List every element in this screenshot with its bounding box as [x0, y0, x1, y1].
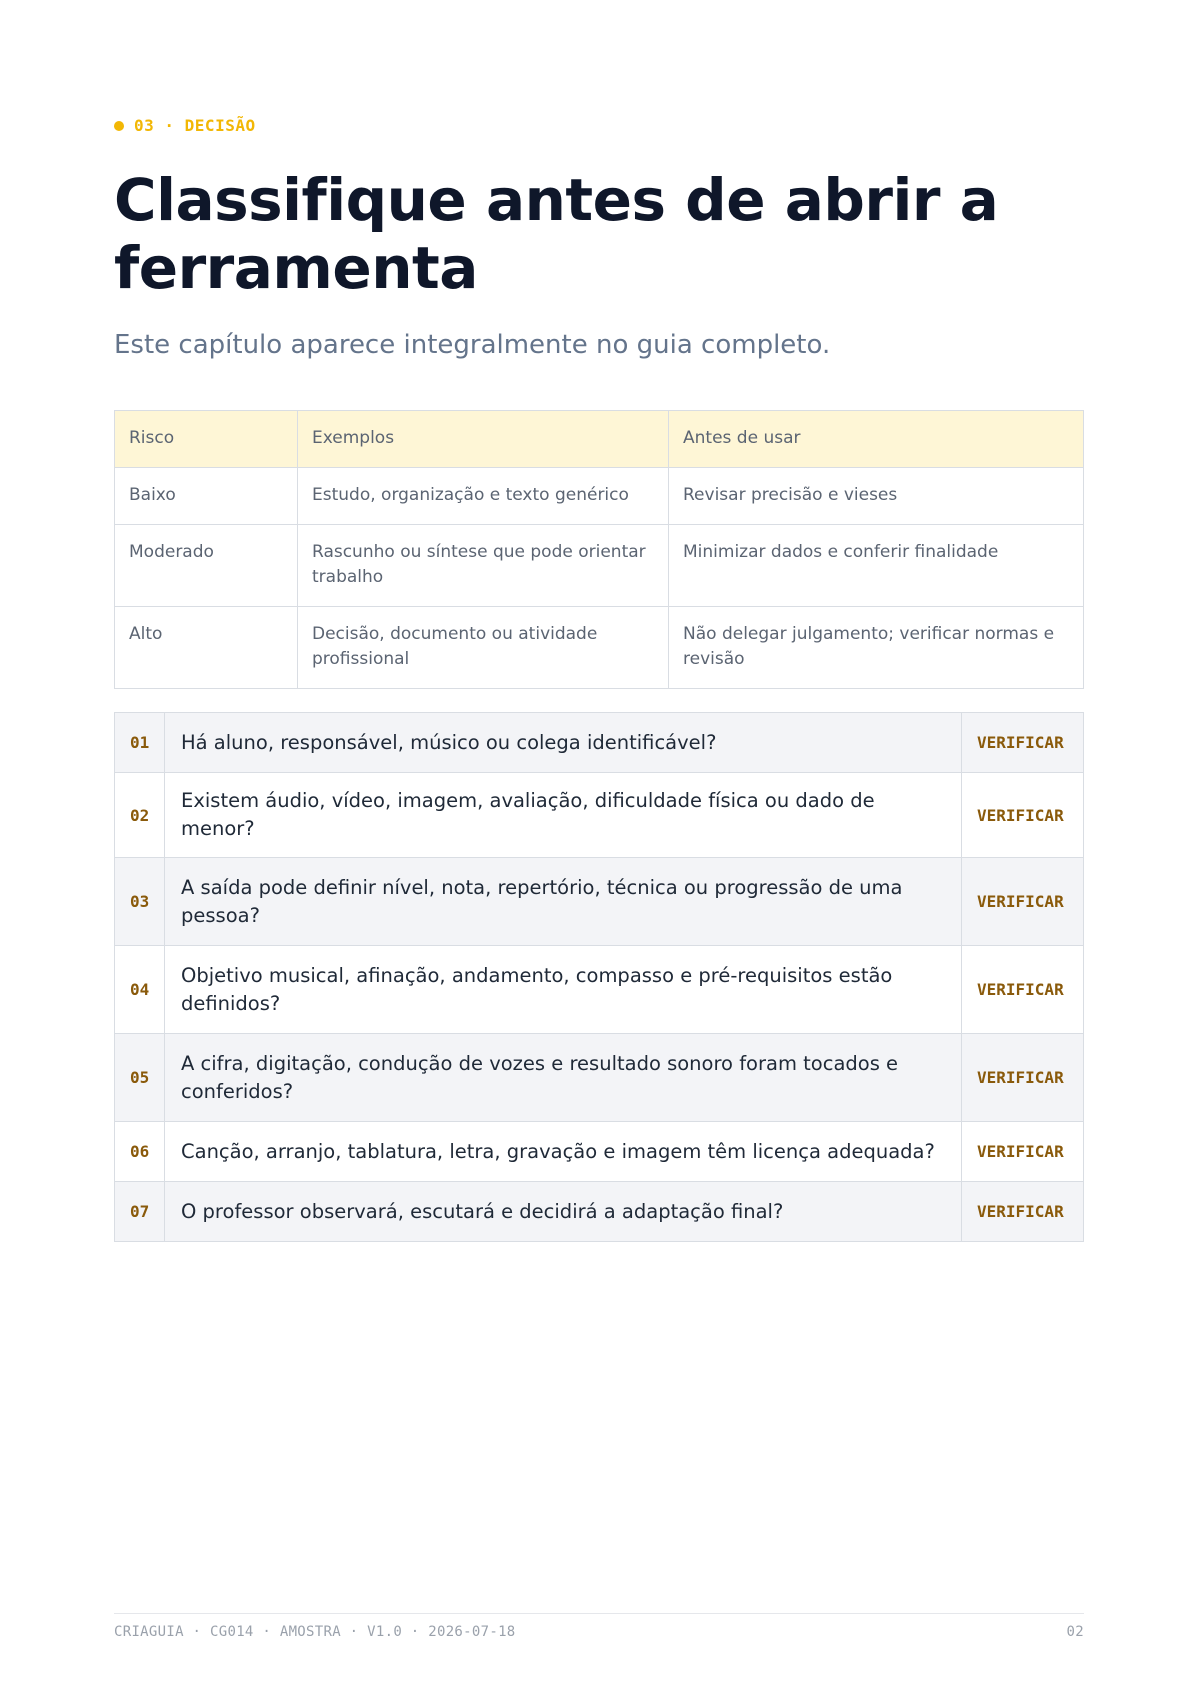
examples-cell: Estudo, organização e texto genérico — [298, 468, 669, 525]
item-number: 07 — [115, 1182, 165, 1242]
item-question: Objetivo musical, afinação, andamento, compasso e pré-requisitos estão definidos? — [165, 946, 962, 1034]
risk-table — [114, 410, 1084, 689]
status-badge: VERIFICAR — [962, 946, 1084, 1034]
item-number: 04 — [115, 946, 165, 1034]
checklist-row — [115, 946, 1084, 1034]
table-row — [115, 468, 1084, 525]
before-use-cell: Revisar precisão e vieses — [669, 468, 1084, 525]
footer-divider — [114, 1613, 1084, 1614]
before-use-cell: Minimizar dados e conferir finalidade — [669, 525, 1084, 607]
table-row — [115, 525, 1084, 607]
checklist-row — [115, 858, 1084, 946]
risk-level-cell: Baixo — [115, 468, 298, 525]
checklist-row — [115, 1122, 1084, 1182]
risk-level-cell: Moderado — [115, 525, 298, 607]
item-question: A saída pode definir nível, nota, repertório, técnica ou progressão de uma pessoa? — [165, 858, 962, 946]
checklist-row — [115, 773, 1084, 858]
status-badge: VERIFICAR — [962, 1182, 1084, 1242]
item-number: 01 — [115, 713, 165, 773]
examples-cell: Decisão, documento ou atividade profissional — [298, 607, 669, 689]
before-use-cell: Não delegar julgamento; verificar normas e revisão — [669, 607, 1084, 689]
status-badge: VERIFICAR — [962, 773, 1084, 858]
section-eyebrow — [114, 116, 256, 135]
footer-meta: CRIAGUIA · CG014 · AMOSTRA · V1.0 · 2026-07-18 — [114, 1624, 516, 1640]
page-title: Classifique antes de abrir a ferramenta — [114, 166, 999, 302]
table-row — [115, 607, 1084, 689]
item-number: 03 — [115, 858, 165, 946]
item-question: O professor observará, escutará e decidirá a adaptação final? — [165, 1182, 962, 1242]
column-header-risco: Risco — [115, 411, 298, 468]
checklist-table — [114, 712, 1084, 1242]
item-question: Existem áudio, vídeo, imagem, avaliação, dificuldade física ou dado de menor? — [165, 773, 962, 858]
status-badge: VERIFICAR — [962, 858, 1084, 946]
column-header-exemplos: Exemplos — [298, 411, 669, 468]
item-question: Canção, arranjo, tablatura, letra, gravação e imagem têm licença adequada? — [165, 1122, 962, 1182]
status-badge: VERIFICAR — [962, 1122, 1084, 1182]
page-number: 02 — [1066, 1624, 1084, 1640]
page-subtitle: Este capítulo aparece integralmente no guia completo. — [114, 330, 831, 360]
risk-level-cell: Alto — [115, 607, 298, 689]
status-badge: VERIFICAR — [962, 1034, 1084, 1122]
item-question: A cifra, digitação, condução de vozes e resultado sonoro foram tocados e conferidos? — [165, 1034, 962, 1122]
checklist-row — [115, 1182, 1084, 1242]
examples-cell: Rascunho ou síntese que pode orientar trabalho — [298, 525, 669, 607]
item-number: 06 — [115, 1122, 165, 1182]
item-number: 02 — [115, 773, 165, 858]
bullet-dot-icon — [114, 121, 124, 131]
checklist-row — [115, 713, 1084, 773]
status-badge: VERIFICAR — [962, 713, 1084, 773]
column-header-antes-de-usar: Antes de usar — [669, 411, 1084, 468]
risk-table-header-row — [115, 411, 1084, 468]
item-question: Há aluno, responsável, músico ou colega identificável? — [165, 713, 962, 773]
section-label: 03 · DECISÃO — [134, 116, 256, 135]
checklist-row — [115, 1034, 1084, 1122]
item-number: 05 — [115, 1034, 165, 1122]
